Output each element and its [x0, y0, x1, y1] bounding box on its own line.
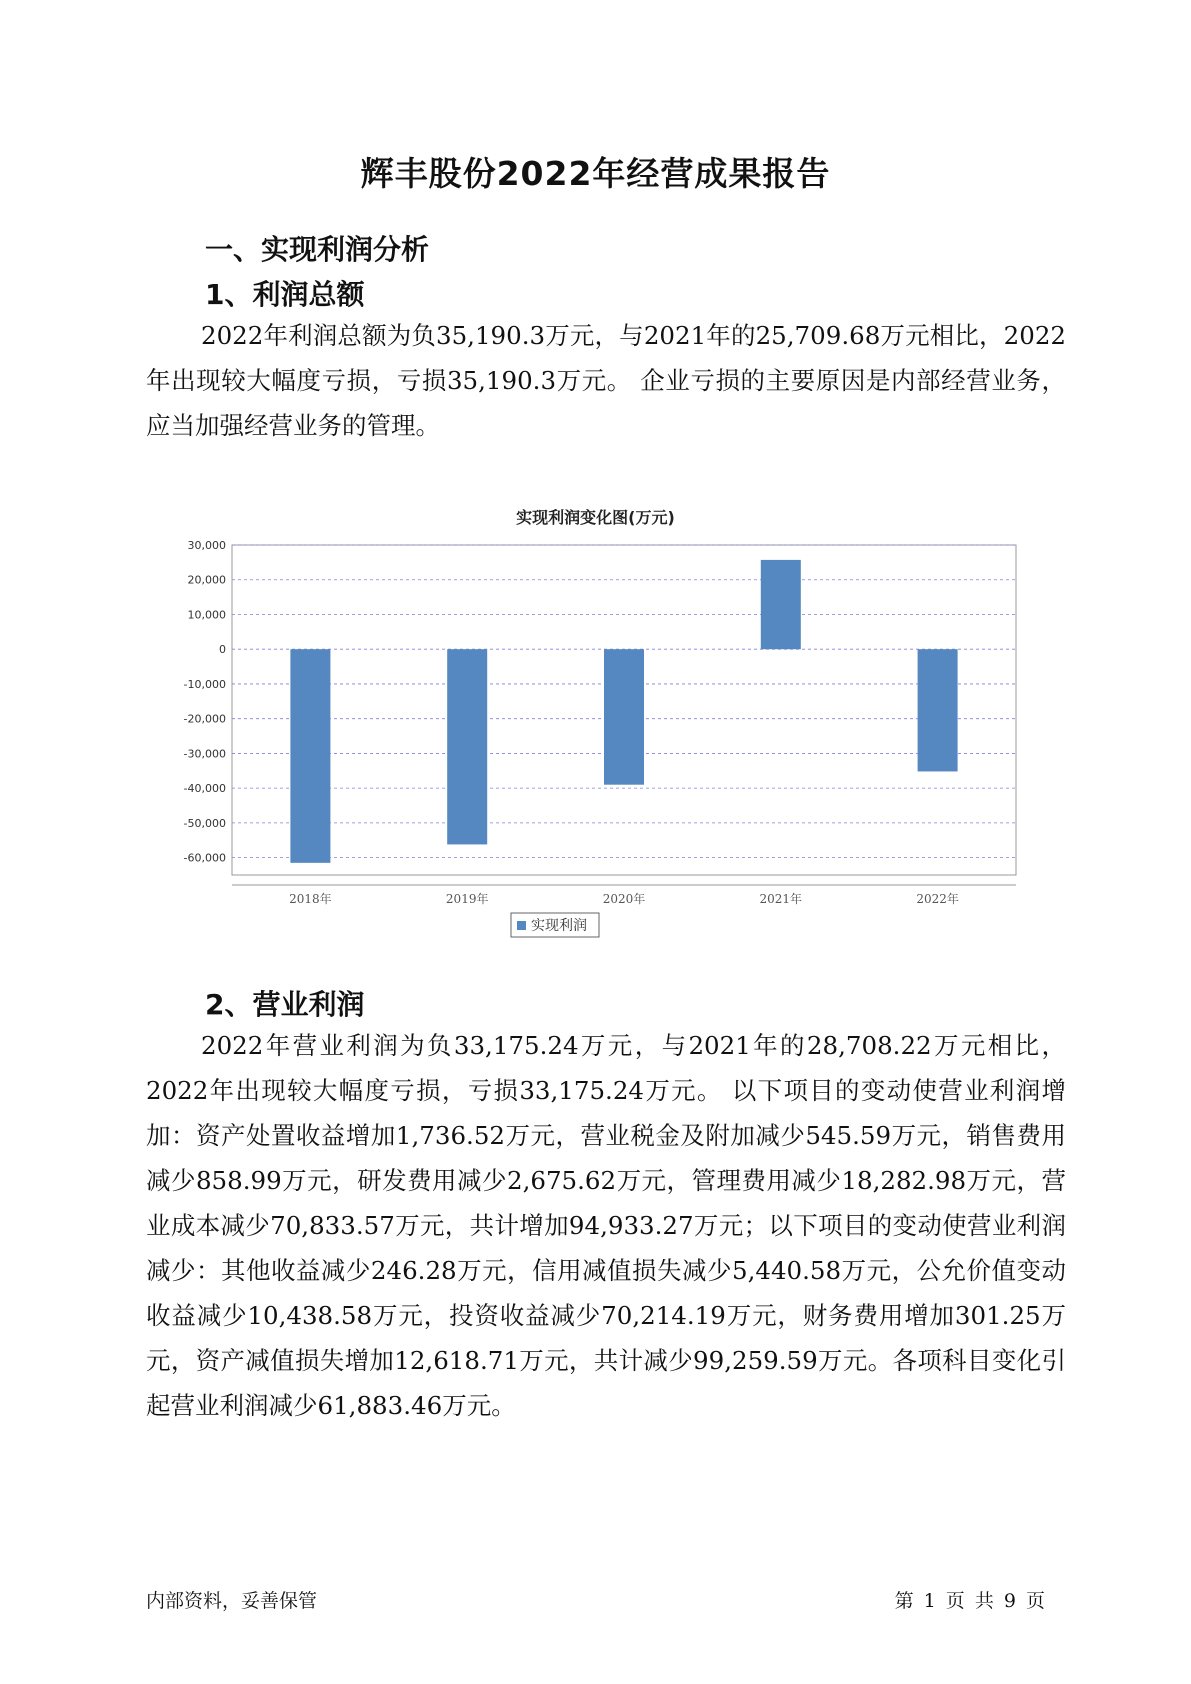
section-heading-profit-analysis: 一、实现利润分析	[205, 233, 430, 266]
y-tick-label: 0	[219, 643, 226, 657]
footer-confidential-note: 内部资料，妥善保管	[146, 1590, 318, 1612]
x-tick-label: 2020年	[602, 892, 646, 906]
legend-swatch	[517, 921, 526, 930]
bar-2018年	[290, 649, 330, 863]
bar-2019年	[447, 649, 487, 844]
y-tick-label: -40,000	[183, 782, 226, 796]
y-tick-label: -30,000	[183, 747, 226, 761]
chart-title: 实现利润变化图(万元)	[516, 508, 675, 527]
bar-2021年	[761, 560, 801, 649]
operating-profit-paragraph: 2022年营业利润为负33,175.24万元，与2021年的28,708.22万元相比，2022年出现较大幅度亏损，亏损33,175.24万元。 以下项目的变动使营业利润增加：资产处置收益增加1,736.52万元，营业税金及附加减少545.59万元，销售费用减少858.99万元，研发费用减少2,675.62万元，管理费用减少18,282.98万元，营业成本减少70,833.57万元，共计增加94,933.27万元；以下项目的变动使营业利润减少：其他收益减少246.28万元，信用减值损失减少5,440.58万元，公允价值变动收益减少10,438.58万元，投资收益减少70,214.19万元，财务费用增加301.25万元，资产减值损失增加12,618.71万元，共计减少99,259.59万元。各项科目变化引起营业利润减少61,883.46万元。	[146, 1031, 1066, 1420]
y-tick-label: -50,000	[183, 816, 226, 830]
y-tick-label: 10,000	[187, 608, 226, 622]
x-tick-label: 2022年	[916, 892, 959, 906]
bar-2020年	[604, 649, 644, 784]
subsection-heading-total-profit: 1、利润总额	[205, 278, 365, 311]
y-tick-label: 20,000	[187, 573, 226, 587]
x-tick-label: 2021年	[759, 892, 803, 906]
page-title: 辉丰股份2022年经营成果报告	[360, 154, 831, 193]
x-tick-label: 2018年	[289, 892, 332, 906]
total-profit-paragraph: 2022年利润总额为负35,190.3万元，与2021年的25,709.68万元相比，2022年出现较大幅度亏损，亏损35,190.3万元。 企业亏损的主要原因是内部经营业务，应当加强经营业务的管理。	[146, 321, 1066, 440]
y-tick-label: -60,000	[183, 851, 226, 865]
footer-page-number: 第 1 页 共 9 页	[894, 1590, 1045, 1612]
bar-2022年	[918, 649, 958, 771]
y-tick-label: -20,000	[183, 712, 226, 726]
legend-label: 实现利润	[531, 918, 587, 934]
x-tick-label: 2019年	[445, 892, 489, 906]
y-tick-label: 30,000	[187, 539, 226, 552]
y-tick-label: -10,000	[183, 677, 226, 691]
profit-bar-chart	[150, 530, 1040, 960]
subsection-heading-operating-profit: 2、营业利润	[205, 988, 365, 1021]
